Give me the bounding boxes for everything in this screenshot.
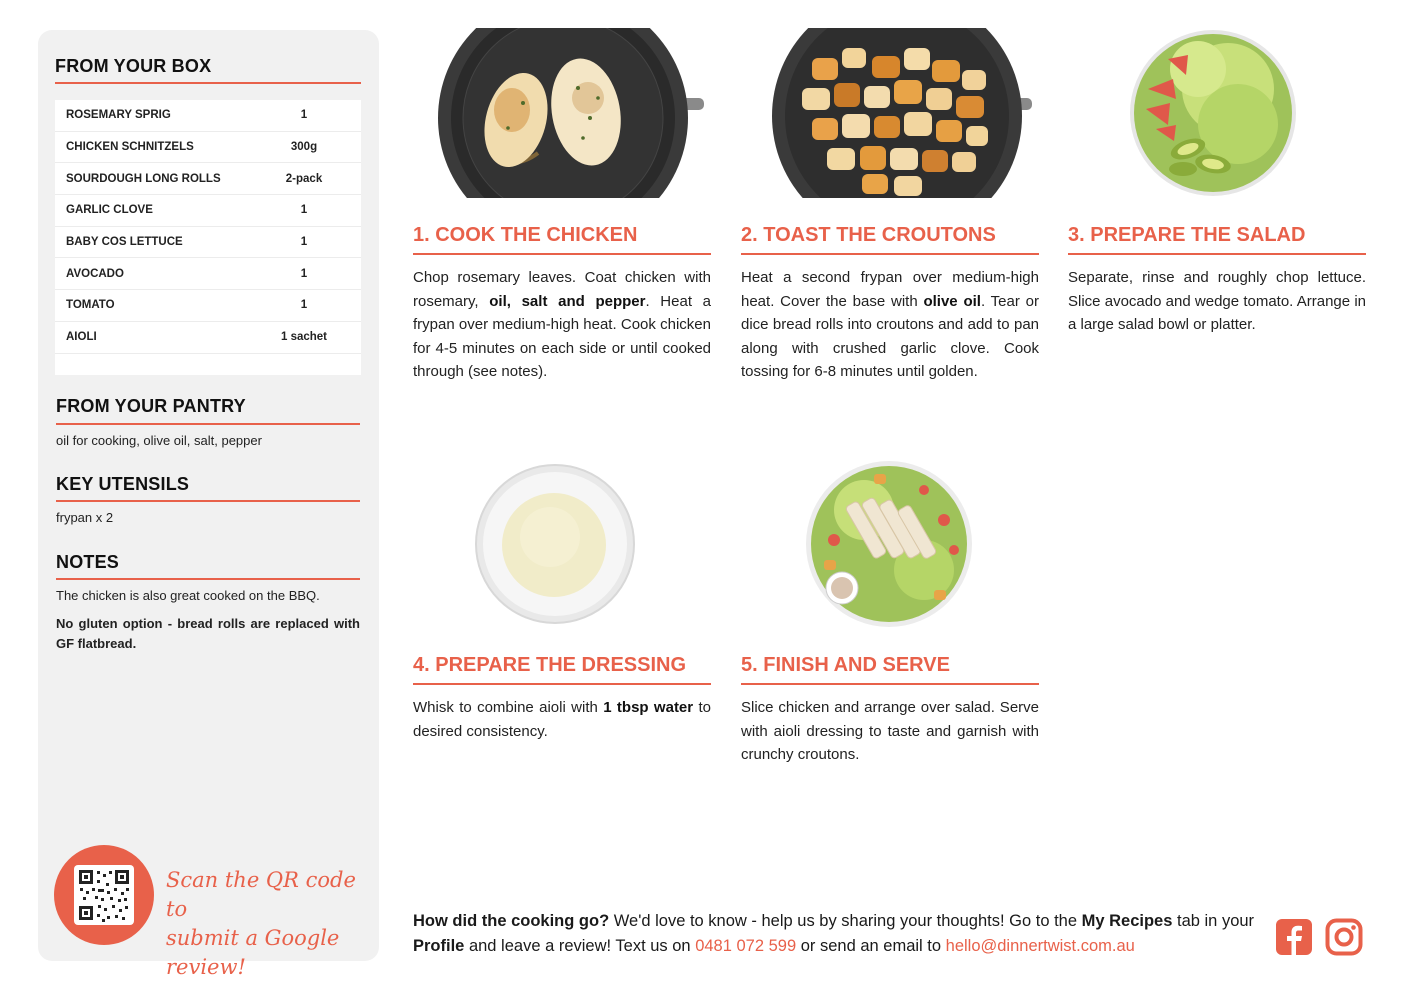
ingredient-qty: 1 — [300, 109, 308, 122]
pantry-underline — [56, 423, 360, 425]
qr-badge — [54, 845, 154, 945]
step-5-body: Slice chicken and arrange over salad. Serve with aioli dressing to taste and garnish with crunchy croutons. — [741, 699, 1039, 763]
facebook-icon[interactable] — [1275, 918, 1313, 956]
finish-and-serve-photo — [804, 460, 974, 628]
prepare-dressing-photo — [474, 463, 636, 625]
qr-message-line: Scan the QR code to — [166, 868, 356, 921]
notes-title: NOTES — [56, 552, 120, 572]
step-2-body: Heat a second frypan over medium-high heat. Cover the base with olive oil. Tear or dice bread rolls into croutons and add to pan along with crushed garlic clove. Cook tossing for 6-8 minutes until golden. — [741, 269, 1039, 380]
notes-underline — [56, 578, 360, 580]
ingredient-qty: 2-pack — [285, 172, 323, 185]
ingredient-qty: 300g — [290, 141, 318, 154]
step-5-underline — [741, 683, 1039, 685]
review-footer: How did the cooking go? We'd love to know - help us by sharing your thoughts! Go to the My Recipes tab in your Profile and leave a review! Text us on 0481 072 599 or send an email to hello@dinnertwist.com.au — [413, 912, 1255, 955]
ingredient-row — [55, 322, 361, 354]
utensils-underline — [56, 500, 360, 502]
toast-croutons-photo — [772, 28, 1034, 200]
qr-review-message — [166, 866, 366, 982]
ingredient-row — [55, 100, 361, 132]
step-3-title: 3. PREPARE THE SALAD — [1068, 224, 1306, 246]
step-4-underline — [413, 683, 711, 685]
ingredient-name: SOURDOUGH LONG ROLLS — [66, 172, 221, 185]
step-1-body: Chop rosemary leaves. Coat chicken with rosemary, oil, salt and pepper. Heat a frypan over medium-high heat. Cook chicken for 4-5 minutes on each side or until cooked through (see notes). — [413, 269, 712, 380]
prepare-salad-photo — [1128, 29, 1298, 197]
step-3-body: Separate, rinse and roughly chop lettuce. Slice avocado and wedge tomato. Arrange in a large salad bowl or platter. — [1068, 269, 1366, 333]
qr-message-line: submit a Google review! — [166, 926, 340, 979]
ingredient-qty: 1 — [300, 267, 308, 280]
ingredient-name: AIOLI — [66, 331, 97, 344]
utensils-text: frypan x 2 — [56, 510, 114, 525]
ingredient-row — [55, 132, 361, 164]
ingredient-name: TOMATO — [66, 299, 115, 312]
qr-code[interactable] — [74, 865, 134, 925]
ingredient-qty: 1 — [300, 204, 308, 217]
ingredient-name: ROSEMARY SPRIG — [66, 109, 171, 122]
step-4-body: Whisk to combine aioli with 1 tbsp water to desired consistency. — [413, 699, 711, 740]
notes-text: The chicken is also great cooked on the BBQ. — [56, 588, 320, 603]
ingredient-name: GARLIC CLOVE — [66, 204, 153, 217]
ingredient-qty: 1 sachet — [280, 331, 328, 344]
utensils-title: KEY UTENSILS — [56, 474, 190, 494]
ingredient-row — [55, 290, 361, 322]
email-link[interactable]: hello@dinnertwist.com.au — [945, 937, 1135, 955]
ingredient-name: CHICKEN SCHNITZELS — [66, 141, 194, 154]
qr-code-icon — [74, 865, 134, 925]
notes-gluten-free-text: No gluten option - bread rolls are replaced with GF flatbread. — [56, 616, 360, 651]
pantry-text: oil for cooking, olive oil, salt, pepper — [56, 433, 262, 448]
box-ingredients-table — [55, 100, 361, 375]
step-3-underline — [1068, 253, 1366, 255]
step-2-underline — [741, 253, 1039, 255]
step-1-title: 1. COOK THE CHICKEN — [413, 224, 638, 246]
phone-link[interactable]: 0481 072 599 — [695, 937, 797, 955]
step-2-title: 2. TOAST THE CROUTONS — [741, 224, 996, 246]
instagram-icon[interactable] — [1325, 918, 1363, 956]
ingredient-row — [55, 163, 361, 195]
ingredient-row — [55, 195, 361, 227]
cook-chicken-photo — [438, 28, 708, 200]
ingredient-row — [55, 258, 361, 290]
ingredient-name: AVOCADO — [66, 267, 124, 280]
ingredient-qty: 1 — [300, 299, 308, 312]
ingredient-row — [55, 227, 361, 259]
ingredient-name: BABY COS LETTUCE — [66, 236, 183, 249]
pantry-title: FROM YOUR PANTRY — [56, 396, 246, 416]
box-title-underline — [55, 82, 361, 84]
ingredient-qty: 1 — [300, 236, 308, 249]
ingredients-sidebar — [38, 30, 379, 979]
step-5-title: 5. FINISH AND SERVE — [741, 654, 950, 676]
step-1-underline — [413, 253, 711, 255]
box-title: FROM YOUR BOX — [55, 56, 212, 76]
step-4-title: 4. PREPARE THE DRESSING — [413, 654, 687, 676]
